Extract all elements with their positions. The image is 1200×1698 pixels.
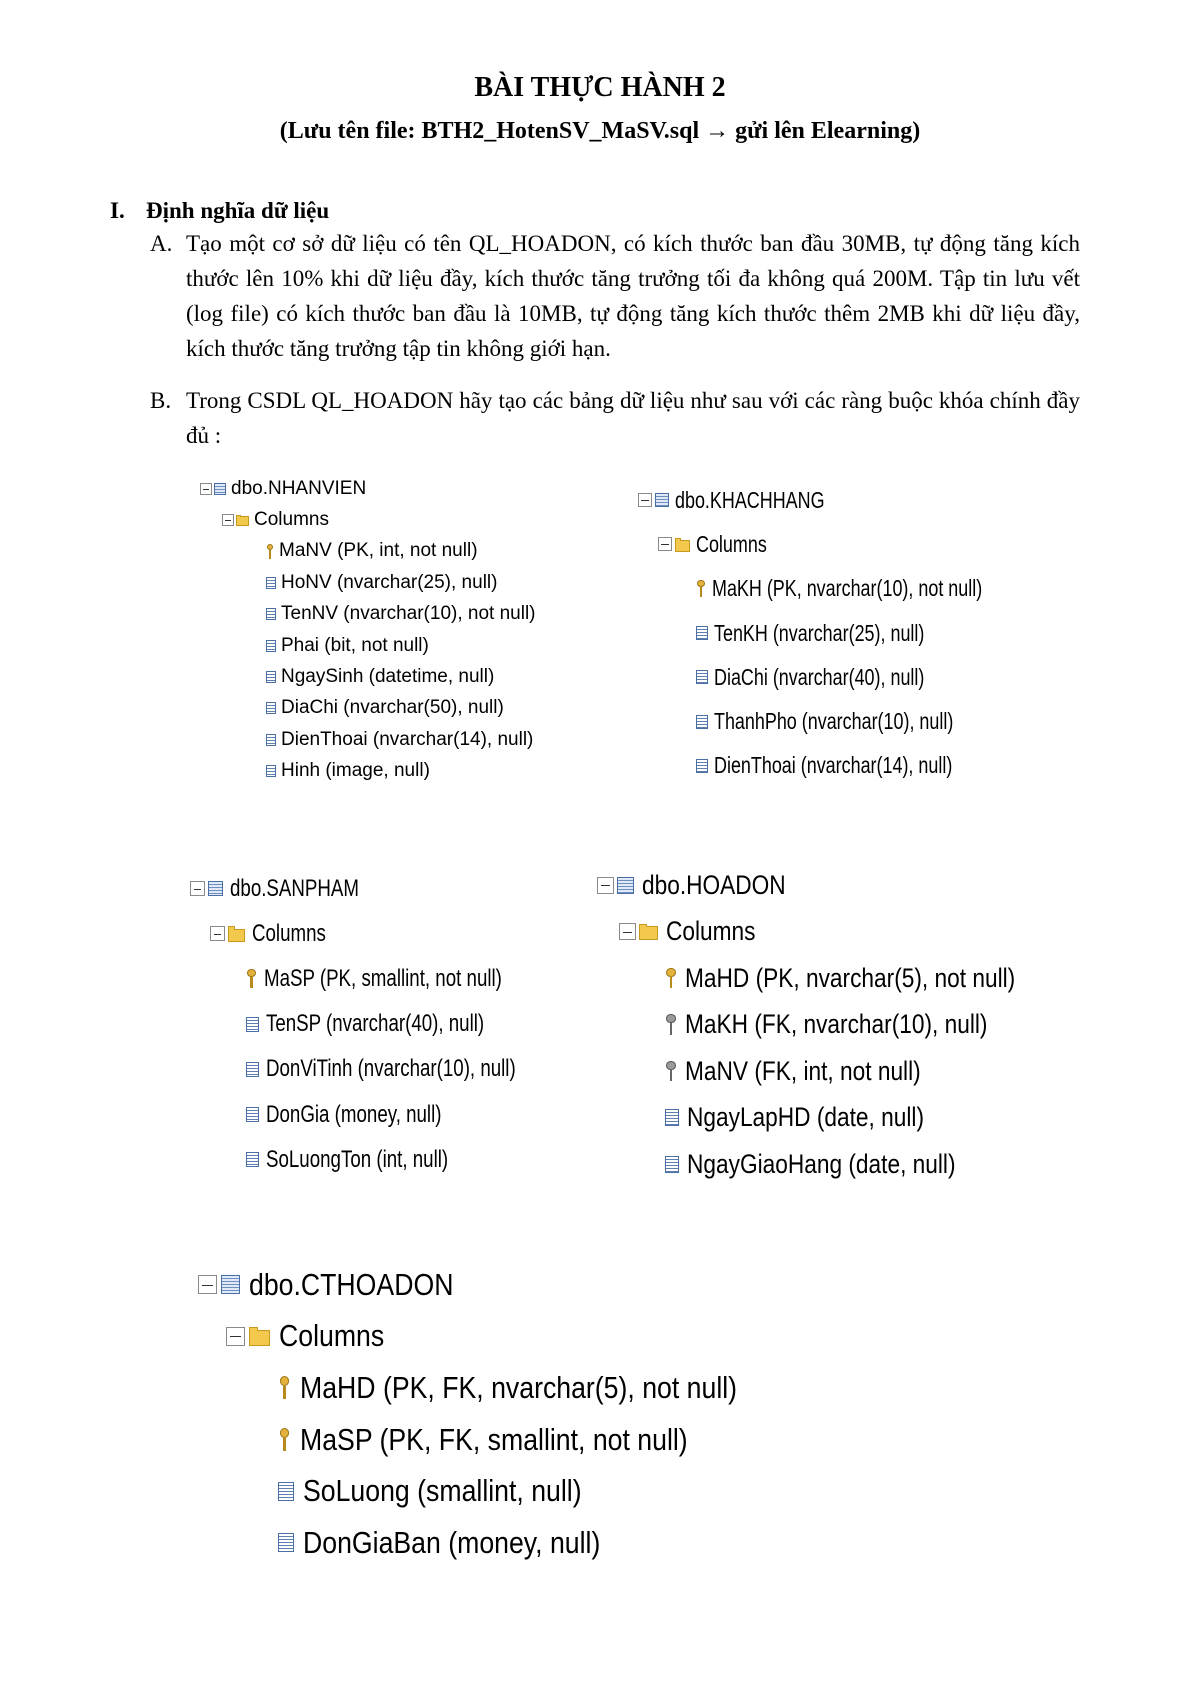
- column-icon: [696, 626, 708, 640]
- column-icon: [266, 640, 276, 652]
- primary-key-icon: [278, 1428, 291, 1452]
- column-icon: [266, 671, 276, 683]
- page-title: BÀI THỰC HÀNH 2: [474, 72, 726, 103]
- table-name: dbo.KHACHHANG: [675, 486, 825, 513]
- primary-key-icon: [696, 580, 706, 598]
- column-label: MaNV (PK, int, not null): [279, 540, 478, 562]
- column-label: TenKH (nvarchar(25), null): [714, 619, 925, 646]
- foreign-key-icon: [665, 1014, 677, 1035]
- table-node[interactable]: [198, 1259, 808, 1311]
- collapse-icon[interactable]: [658, 537, 672, 551]
- section-heading: [110, 193, 329, 228]
- table-name: dbo.SANPHAM: [230, 874, 360, 902]
- column-icon: [278, 1482, 294, 1501]
- column-label: DonViTinh (nvarchar(10), null): [266, 1055, 516, 1083]
- table-name: dbo.CTHOADON: [249, 1266, 454, 1302]
- folder-icon: [249, 1330, 270, 1346]
- columns-folder-label: Columns: [279, 1318, 385, 1354]
- collapse-icon[interactable]: [200, 483, 212, 495]
- table-tree-sanpham: [190, 866, 586, 1182]
- column-label: ThanhPho (nvarchar(10), null): [714, 708, 954, 735]
- column-icon: [266, 702, 276, 714]
- table-icon: [655, 493, 669, 507]
- table-icon: [214, 483, 226, 495]
- columns-folder-node[interactable]: [198, 1311, 808, 1363]
- column-label: DonGia (money, null): [266, 1100, 442, 1128]
- folder-icon: [228, 929, 245, 942]
- column-label: NgayGiaoHang (date, null): [687, 1148, 956, 1179]
- column-label: DienThoai (nvarchar(14), null): [281, 728, 534, 750]
- collapse-icon[interactable]: [638, 493, 652, 507]
- column-item[interactable]: [638, 699, 1058, 743]
- column-item[interactable]: [638, 567, 1058, 611]
- item-a-text: Tạo một cơ sở dữ liệu có tên QL_HOADON, có kích thước ban đầu 30MB, tự động tăng kích thước lên 10% khi dữ liệu đầy, kích thước tăng trưởng tối đa không quá 200M. Tập tin lưu vết (log file) có kích thước ban đầu là 10MB, tự động tăng kích thước thêm 2MB khi dữ liệu đầy, kích thước tăng trưởng tập tin không giới hạn.: [186, 231, 1080, 361]
- column-label: DiaChi (nvarchar(50), null): [281, 697, 504, 719]
- table-node[interactable]: [597, 862, 1078, 909]
- column-label: MaSP (PK, smallint, not null): [264, 964, 502, 992]
- column-label: DonGiaBan (money, null): [303, 1524, 601, 1560]
- column-icon: [266, 608, 276, 620]
- column-label: NgaySinh (datetime, null): [281, 666, 495, 688]
- column-item[interactable]: [200, 630, 536, 661]
- column-label: DienThoai (nvarchar(14), null): [714, 752, 953, 779]
- column-label: SoLuongTon (int, null): [266, 1145, 449, 1173]
- column-label: MaKH (PK, nvarchar(10), not null): [712, 575, 983, 602]
- column-icon: [266, 577, 276, 589]
- column-item[interactable]: [200, 567, 536, 598]
- column-item[interactable]: [200, 536, 536, 567]
- folder-icon: [236, 516, 249, 526]
- item-a-label: A.: [150, 231, 173, 256]
- column-label: MaKH (FK, nvarchar(10), null): [685, 1009, 988, 1040]
- column-item[interactable]: [198, 1517, 808, 1569]
- column-label: DiaChi (nvarchar(40), null): [714, 663, 925, 690]
- column-icon: [246, 1017, 259, 1032]
- columns-folder-node[interactable]: [597, 909, 1078, 956]
- column-item[interactable]: [198, 1362, 808, 1414]
- column-item[interactable]: [190, 1137, 586, 1182]
- table-node[interactable]: [638, 478, 1058, 522]
- column-item[interactable]: [200, 756, 536, 787]
- column-icon: [665, 1156, 679, 1173]
- column-icon: [696, 715, 708, 729]
- column-item[interactable]: [198, 1465, 808, 1517]
- column-item[interactable]: [200, 693, 536, 724]
- collapse-icon[interactable]: [198, 1275, 217, 1294]
- column-icon: [246, 1062, 259, 1077]
- folder-icon: [675, 540, 690, 552]
- column-icon: [696, 670, 708, 684]
- column-item[interactable]: [597, 955, 1078, 1002]
- column-item[interactable]: [638, 655, 1058, 699]
- table-icon: [617, 877, 634, 894]
- table-node[interactable]: [200, 473, 536, 504]
- column-label: NgayLapHD (date, null): [687, 1102, 925, 1133]
- collapse-icon[interactable]: [222, 514, 234, 526]
- page-subtitle: (Lưu tên file: BTH2_HotenSV_MaSV.sql → gửi lên Elearning): [279, 118, 921, 144]
- table-tree-cthoadon: [198, 1259, 808, 1569]
- column-icon: [246, 1152, 259, 1167]
- item-b-label: B.: [150, 388, 172, 413]
- columns-folder-label: Columns: [254, 509, 329, 531]
- column-label: TenNV (nvarchar(10), not null): [281, 603, 536, 625]
- table-node[interactable]: [190, 866, 586, 911]
- collapse-icon[interactable]: [226, 1327, 245, 1346]
- item-b-text: Trong CSDL QL_HOADON hãy tạo các bảng dữ liệu như sau với các ràng buộc khóa chính đầy đủ :: [186, 388, 1080, 448]
- column-label: MaSP (PK, FK, smallint, not null): [300, 1421, 688, 1457]
- column-item[interactable]: [190, 1002, 586, 1047]
- columns-folder-node[interactable]: [638, 522, 1058, 566]
- columns-folder-node[interactable]: [190, 911, 586, 956]
- columns-folder-label: Columns: [666, 916, 756, 947]
- column-label: Phai (bit, not null): [281, 634, 429, 656]
- column-item[interactable]: [597, 1048, 1078, 1095]
- foreign-key-icon: [665, 1061, 677, 1082]
- column-item[interactable]: [198, 1414, 808, 1466]
- column-item[interactable]: [190, 1092, 586, 1137]
- column-icon: [246, 1107, 259, 1122]
- column-label: MaHD (PK, FK, nvarchar(5), not null): [300, 1369, 738, 1405]
- column-label: MaNV (FK, int, not null): [685, 1055, 921, 1086]
- table-name: dbo.NHANVIEN: [231, 477, 367, 499]
- table-tree-nhanvien: [200, 473, 536, 787]
- column-item[interactable]: [638, 611, 1058, 655]
- column-label: SoLuong (smallint, null): [303, 1473, 582, 1509]
- column-item[interactable]: [200, 724, 536, 755]
- column-item[interactable]: [200, 599, 536, 630]
- table-icon: [208, 881, 223, 896]
- columns-folder-label: Columns: [696, 530, 767, 557]
- column-item[interactable]: [597, 1095, 1078, 1142]
- section-number: I.: [110, 198, 125, 223]
- table-tree-khachhang: [638, 478, 1058, 788]
- column-label: HoNV (nvarchar(25), null): [281, 571, 498, 593]
- column-icon: [278, 1533, 294, 1552]
- collapse-icon[interactable]: [597, 877, 614, 894]
- column-item[interactable]: [597, 1002, 1078, 1049]
- column-label: Hinh (image, null): [281, 760, 430, 782]
- primary-key-icon: [278, 1376, 291, 1400]
- column-icon: [696, 759, 708, 773]
- primary-key-icon: [246, 969, 257, 988]
- columns-folder-label: Columns: [252, 919, 326, 947]
- column-item[interactable]: [638, 744, 1058, 788]
- column-item[interactable]: [200, 661, 536, 692]
- primary-key-icon: [266, 544, 274, 559]
- collapse-icon[interactable]: [190, 881, 205, 896]
- column-item[interactable]: [190, 1047, 586, 1092]
- table-tree-hoadon: [597, 862, 1078, 1188]
- column-icon: [266, 765, 276, 777]
- column-label: TenSP (nvarchar(40), null): [266, 1010, 485, 1038]
- columns-folder-node[interactable]: [200, 504, 536, 535]
- table-name: dbo.HOADON: [642, 869, 786, 900]
- column-label: MaHD (PK, nvarchar(5), not null): [685, 962, 1016, 993]
- column-icon: [665, 1109, 679, 1126]
- column-item[interactable]: [597, 1141, 1078, 1188]
- column-icon: [266, 734, 276, 746]
- folder-icon: [639, 926, 658, 940]
- table-icon: [221, 1275, 240, 1294]
- collapse-icon[interactable]: [619, 923, 636, 940]
- primary-key-icon: [665, 968, 677, 989]
- collapse-icon[interactable]: [210, 926, 225, 941]
- column-item[interactable]: [190, 956, 586, 1001]
- section-title: Định nghĩa dữ liệu: [146, 198, 330, 223]
